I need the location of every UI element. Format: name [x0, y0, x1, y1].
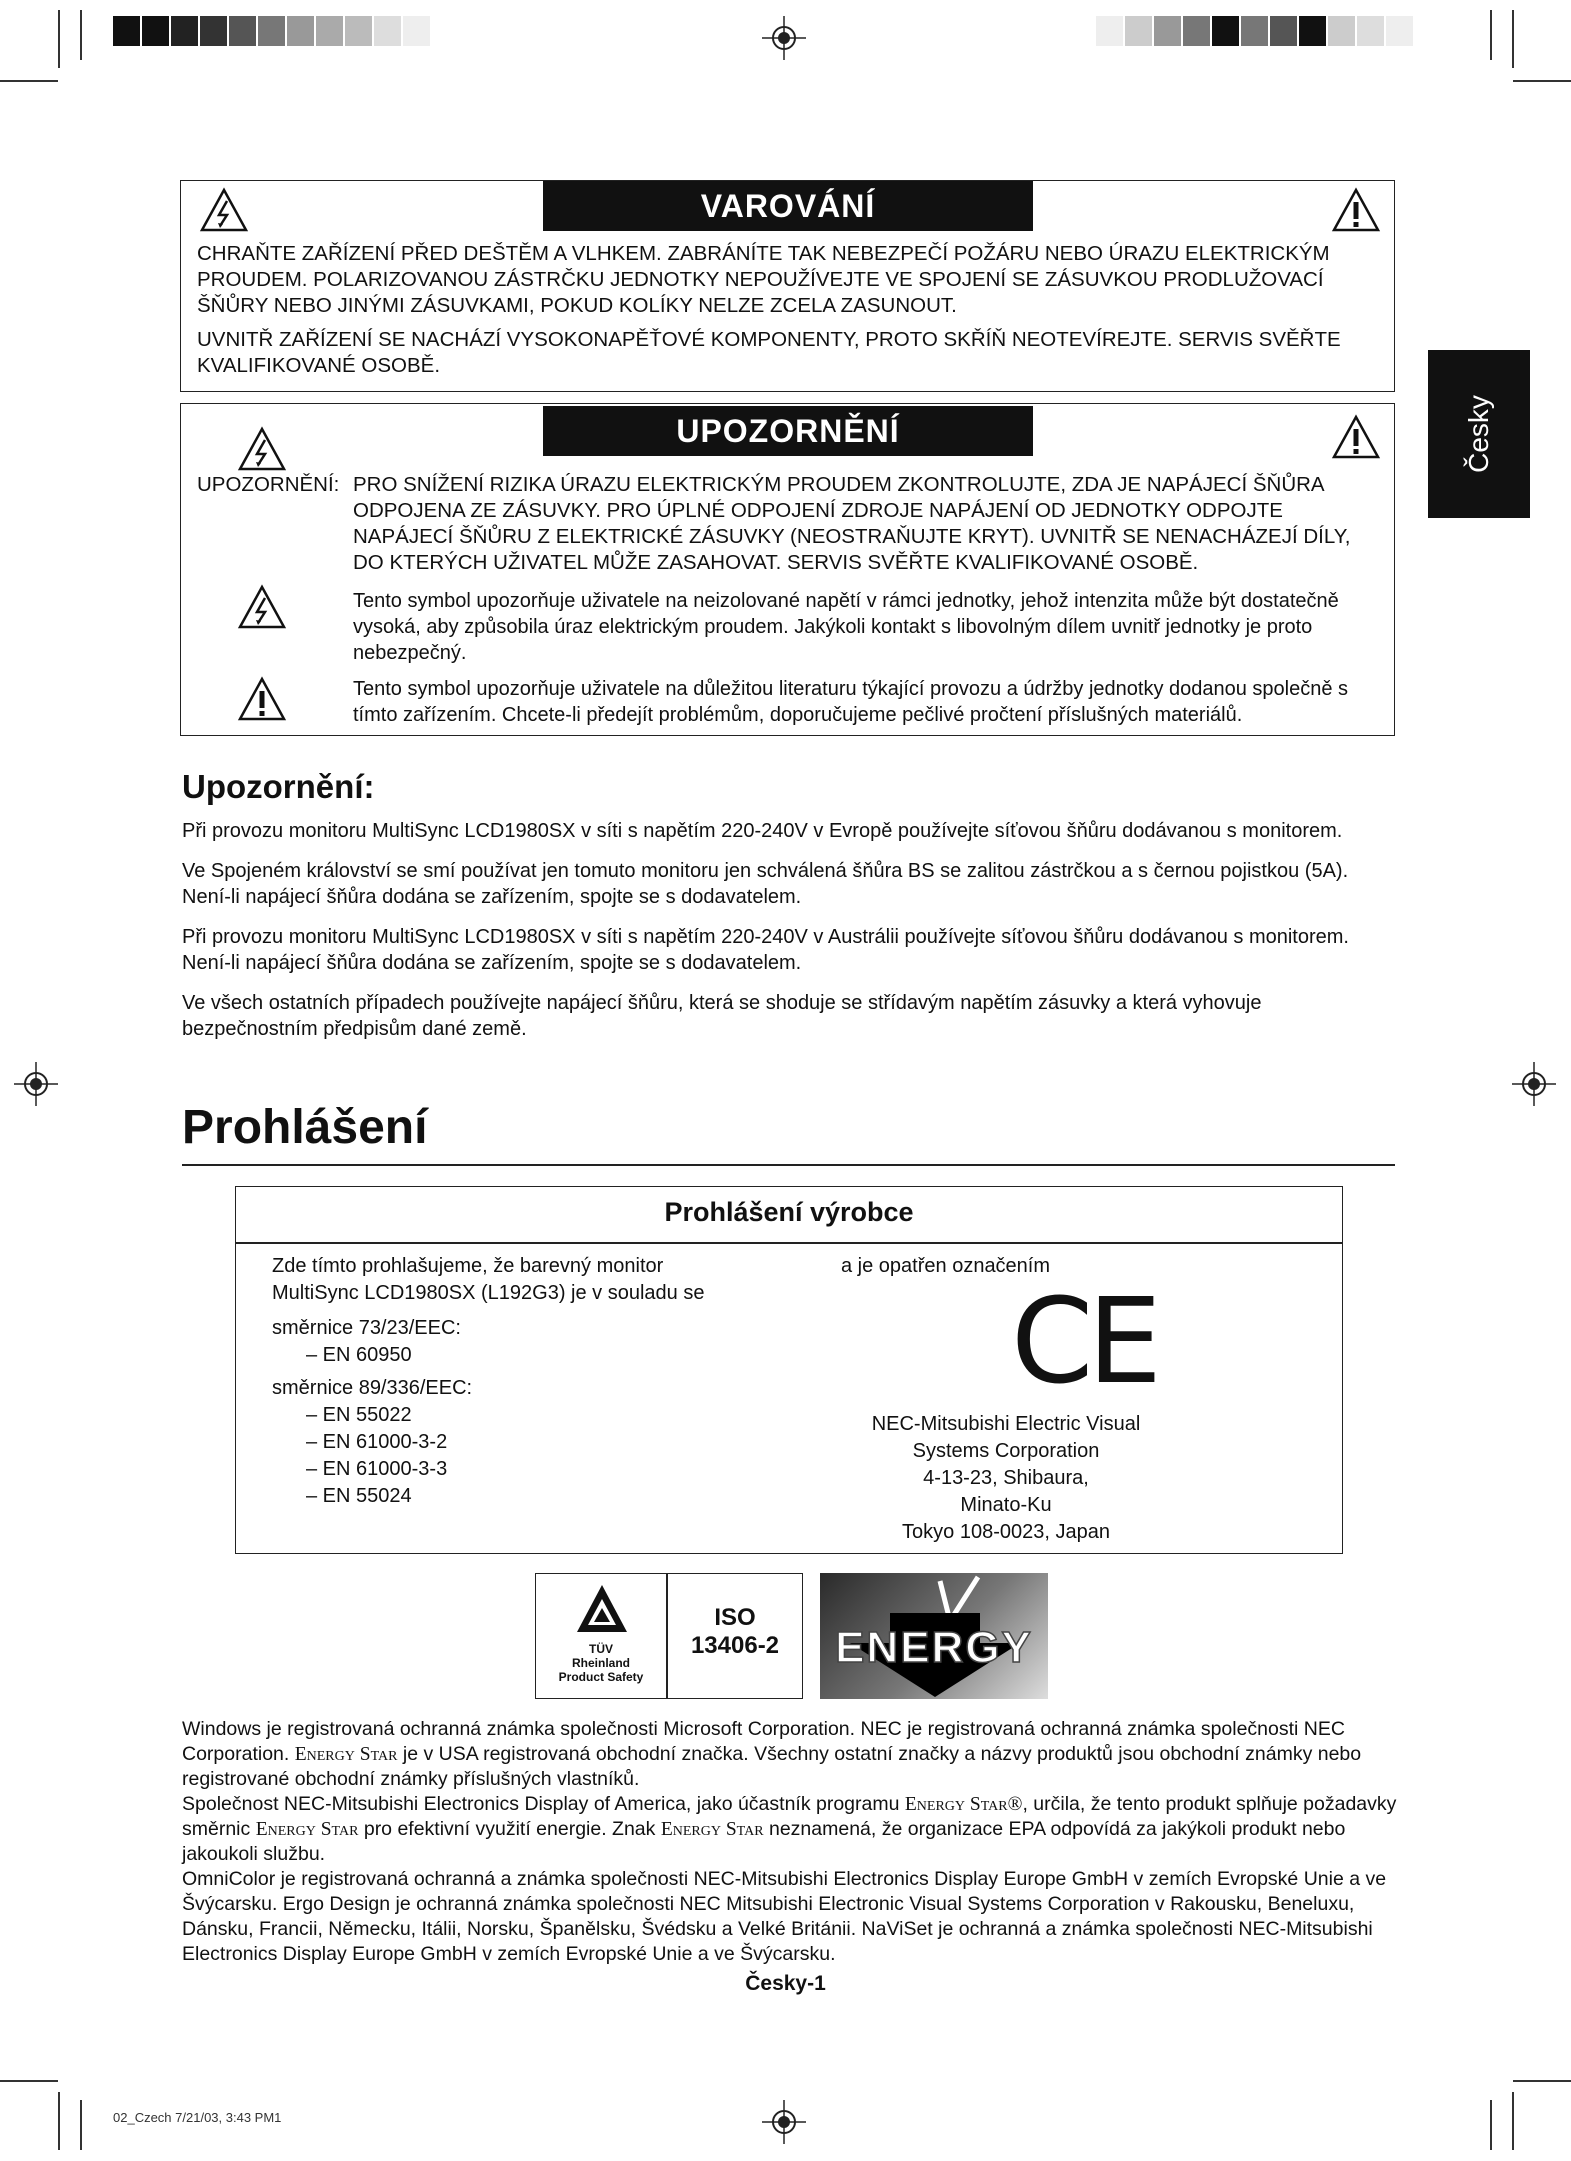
- trademark-notes: [182, 1717, 1397, 1967]
- symbol-lightning-description: Tento symbol upozorňuje uživatele na neizolované napětí v rámci jednotky, jehož intenzita může být dostatečně vysoká, aby způsobila úraz elektrickým proudem. Jakýkoli kontakt s libovolným dílem uvnitř jednotky je proto nebezpečný.: [353, 590, 1339, 664]
- crop-mark: [58, 10, 60, 68]
- tuv-text: [536, 1642, 666, 1684]
- exclamation-warning-icon: [1331, 414, 1381, 460]
- crop-mark: [58, 2092, 60, 2150]
- registration-swatch: [1154, 16, 1183, 46]
- heading-rule: [182, 1164, 1395, 1166]
- iso-line: 13406-2: [690, 1632, 780, 1659]
- address-line: NEC-Mitsubishi Electric Visual: [871, 1413, 1141, 1435]
- crop-mark: [1513, 2080, 1571, 2082]
- energy-star-term: Energy Star: [294, 1744, 398, 1765]
- ce-mark: CE: [1011, 1272, 1156, 1410]
- trademark-paragraph-2: [182, 1792, 1397, 1867]
- registration-swatch: [1328, 16, 1357, 46]
- exclamation-warning-icon: [1331, 187, 1381, 233]
- caution-box: [180, 403, 1395, 736]
- crop-mark: [1490, 2100, 1492, 2150]
- crop-mark: [1512, 2092, 1514, 2150]
- notice-paragraph: Při provozu monitoru MultiSync LCD1980SX v síti s napětím 220-240V v Evropě používejte síťovou šňůru dodávanou s monitorem.: [182, 820, 1343, 842]
- trademark-text: Windows je registrovaná ochranná známka společnosti Microsoft Corporation. NEC je registrovaná ochranná známka společnosti NEC Corporation.: [182, 1718, 1345, 1765]
- registration-swatch: [113, 16, 142, 46]
- energy-star-term: Energy Star: [255, 1819, 359, 1840]
- trademark-text: Společnost NEC-Mitsubishi Electronics Display of America, jako účastník programu: [182, 1793, 900, 1815]
- notice-heading: Upozornění:: [182, 768, 375, 805]
- symbol-exclamation-description: Tento symbol upozorňuje uživatele na důležitou literaturu týkající provozu a údržby jednotky dodanou společně s tímto zařízením. Chcete-li předejít problémům, doporučujeme pečlivé pročtení příslušných materiálů.: [353, 678, 1349, 726]
- page-number: Česky-1: [745, 1972, 826, 1995]
- manufacturer-declaration-box: [235, 1186, 1343, 1554]
- registration-swatch: [229, 16, 258, 46]
- notice-paragraph: Ve Spojeném království se smí používat jen tomuto monitoru jen schválená šňůra BS se zalitou zástrčkou a s černou pojistkou (5A). Není-li napájecí šňůra dodána se zařízením, spojte se s dodavatelem.: [182, 860, 1349, 908]
- trademark-text: pro efektivní využití energie. Znak: [363, 1818, 656, 1840]
- warning-title: VAROVÁNÍ: [700, 188, 876, 224]
- marked-with-label: a je opatřen označením: [841, 1255, 1051, 1277]
- directive-label: směrnice 89/336/EEC:: [272, 1377, 473, 1399]
- notice-paragraphs: [182, 818, 1382, 1042]
- crop-mark: [0, 80, 58, 82]
- caution-lead-label: UPOZORNĚNÍ:: [197, 473, 340, 496]
- trademark-paragraph-3: OmniColor je registrovaná ochranná a známka společnosti NEC-Mitsubishi Electronics Display Europe GmbH v zemích Evropské Unie a ve Švýcarsku. Ergo Design je ochranná známka společnosti NEC Mitsubishi Electronic Visual Systems Corporation v Rakousku, Beneluxu, Dánsku, Francii, Německu, Itálii, Norsku, Španělsku, Švédsku a Velké Británii. NaViSet je ochranná a známka společnosti NEC-Mitsubishi Electronics Display Europe GmbH v zemích Evropské Unie a ve Švýcarsku.: [182, 1868, 1387, 1965]
- energy-star-term: Energy Star: [660, 1819, 764, 1840]
- standard-item: – EN 55024: [306, 1485, 412, 1507]
- address-line: Tokyo 108-0023, Japan: [902, 1521, 1110, 1543]
- registration-target-icon: [14, 1062, 58, 1106]
- declaration-intro: Zde tímto prohlašujeme, že barevný monitor: [272, 1255, 664, 1277]
- declaration-box-title: Prohlášení výrobce: [664, 1197, 914, 1227]
- registration-target-icon: [1512, 1062, 1556, 1106]
- crop-mark: [1513, 80, 1571, 82]
- registration-target-icon: [762, 16, 806, 60]
- registration-swatch: [171, 16, 200, 46]
- tuv-line: Rheinland: [571, 1656, 630, 1670]
- crop-mark: [80, 10, 82, 60]
- registration-swatch: [403, 16, 432, 46]
- energy-word: ENERGY: [835, 1623, 1033, 1672]
- registration-swatch: [1212, 16, 1241, 46]
- warning-text-2: UVNITŘ ZAŘÍZENÍ SE NACHÁZÍ VYSOKONAPĚŤOVÉ KOMPONENTY, PROTO SKŘÍŇ NEOTEVÍREJTE. SERVIS SVĚŘTE KVALIFIKOVANÉ OSOBĚ.: [197, 328, 1341, 377]
- standard-item: – EN 60950: [306, 1344, 412, 1366]
- declaration-heading: Prohlášení: [182, 1101, 428, 1154]
- notice-paragraph: Při provozu monitoru MultiSync LCD1980SX v síti s napětím 220-240V v Austrálii používejte síťovou šňůru dodávanou s monitorem. Není-li napájecí šňůra dodána se zařízením, spojte se s dodavatelem.: [182, 926, 1349, 974]
- tuv-iso-logo: [535, 1573, 803, 1699]
- registration-swatch: [1096, 16, 1125, 46]
- registration-swatch: [1125, 16, 1154, 46]
- registration-swatch: [142, 16, 171, 46]
- trademark-text: , určila, že tento produkt splňuje požadavky směrnic: [182, 1793, 1397, 1840]
- address-line: Systems Corporation: [912, 1440, 1100, 1462]
- trademark-text: neznamená, že organizace EPA odpovídá za jakýkoli produkt nebo jakoukoli službu.: [182, 1818, 1346, 1865]
- iso-line: ISO: [714, 1604, 756, 1631]
- manufacturer-address: [756, 1411, 1256, 1546]
- declaration-intro: MultiSync LCD1980SX (L192G3) je v souladu se: [272, 1282, 705, 1304]
- address-line: 4-13-23, Shibaura,: [923, 1467, 1089, 1489]
- energy-star-logo: [820, 1573, 1048, 1699]
- language-side-tab: [1428, 350, 1530, 518]
- exclamation-warning-icon: [237, 676, 287, 722]
- registration-swatch: [316, 16, 345, 46]
- lightning-warning-icon: [237, 584, 287, 630]
- caution-title: UPOZORNĚNÍ: [676, 413, 900, 449]
- tuv-triangle-icon: [574, 1582, 630, 1636]
- tuv-line: TÜV: [589, 1642, 613, 1656]
- registration-swatch: [287, 16, 316, 46]
- standard-item: – EN 61000-3-3: [306, 1458, 448, 1480]
- registration-target-icon: [762, 2100, 806, 2144]
- warning-text-1: CHRAŇTE ZAŘÍZENÍ PŘED DEŠTĚM A VLHKEM. ZABRÁNÍTE TAK NEBEZPEČÍ POŽÁRU NEBO ÚRAZU ELEKTRICKÝM PROUDEM. POLARIZOVANOU ZÁSTRČKU JEDNOTKY NEPOUŽÍVEJTE VE SPOJENÍ SE ZÁSUVKOU PRODLUŽOVACÍ ŠŇŮRY NEBO JINÝMI ZÁSUVKAMI, POKUD KOLÍKY NELZE ZCELA ZASUNOUT.: [197, 242, 1330, 317]
- caution-lead-text: PRO SNÍŽENÍ RIZIKA ÚRAZU ELEKTRICKÝM PROUDEM ZKONTROLUJTE, ZDA JE NAPÁJECÍ ŠŇŮRA ODPOJENA ZE ZÁSUVKY. PRO ÚPLNÉ ODPOJENÍ ZDROJE NAPÁJENÍ OD JEDNOTKY ODPOJTE NAPÁJECÍ ŠŇŮRU Z ELEKTRICKÉ ZÁSUVKY (NEOSTRAŇUJTE KRYT). UVNITŘ SE NENACHÁZEJÍ DÍLY, DO KTERÝCH UŽIVATEL MŮŽE ZASAHOVAT. SERVIS SVĚŘTE KVALIFIKOVANÉ OSOBĚ.: [353, 473, 1351, 574]
- lightning-warning-icon: [199, 187, 249, 233]
- notice-paragraph: Ve všech ostatních případech používejte napájecí šňůru, která se shoduje se střídavým napětím zásuvky a která vyhovuje bezpečnostním předpisům dané země.: [182, 992, 1262, 1040]
- registration-bar-left: [113, 16, 432, 46]
- registration-swatch: [1299, 16, 1328, 46]
- registration-swatch: [1386, 16, 1415, 46]
- print-slug: 02_Czech 7/21/03, 3:43 PM1: [113, 2110, 282, 2125]
- directive-label: směrnice 73/23/EEC:: [272, 1317, 461, 1339]
- iso-text: [668, 1604, 802, 1660]
- trademark-text: je v USA registrovaná obchodní značka. Všechny ostatní značky a názvy produktů jsou obchodní známky nebo registrované obchodní známky příslušných vlastníků.: [182, 1743, 1362, 1790]
- registration-swatch: [200, 16, 229, 46]
- registration-swatch: [1183, 16, 1212, 46]
- tuv-line: Product Safety: [558, 1670, 644, 1684]
- crop-mark: [1512, 10, 1514, 68]
- registration-bar-right: [1096, 16, 1415, 46]
- warning-banner: [543, 181, 1033, 231]
- registration-swatch: [374, 16, 403, 46]
- declaration-left-column: [272, 1253, 792, 1510]
- registration-swatch: [345, 16, 374, 46]
- language-tab-label: Česky: [1463, 395, 1494, 473]
- energy-star-term: Energy Star®: [904, 1794, 1023, 1815]
- crop-mark: [80, 2100, 82, 2150]
- declaration-title-rule: [236, 1242, 1342, 1244]
- lightning-warning-icon: [237, 426, 287, 472]
- registration-swatch: [1357, 16, 1386, 46]
- registration-swatch: [258, 16, 287, 46]
- caution-banner: [543, 406, 1033, 456]
- registration-swatch: [1241, 16, 1270, 46]
- warning-box: [180, 180, 1395, 392]
- trademark-paragraph-1: [182, 1717, 1397, 1792]
- standard-item: – EN 61000-3-2: [306, 1431, 448, 1453]
- standard-item: – EN 55022: [306, 1404, 412, 1426]
- crop-mark: [0, 2080, 58, 2082]
- address-line: Minato-Ku: [960, 1494, 1052, 1516]
- registration-swatch: [1270, 16, 1299, 46]
- crop-mark: [1490, 10, 1492, 60]
